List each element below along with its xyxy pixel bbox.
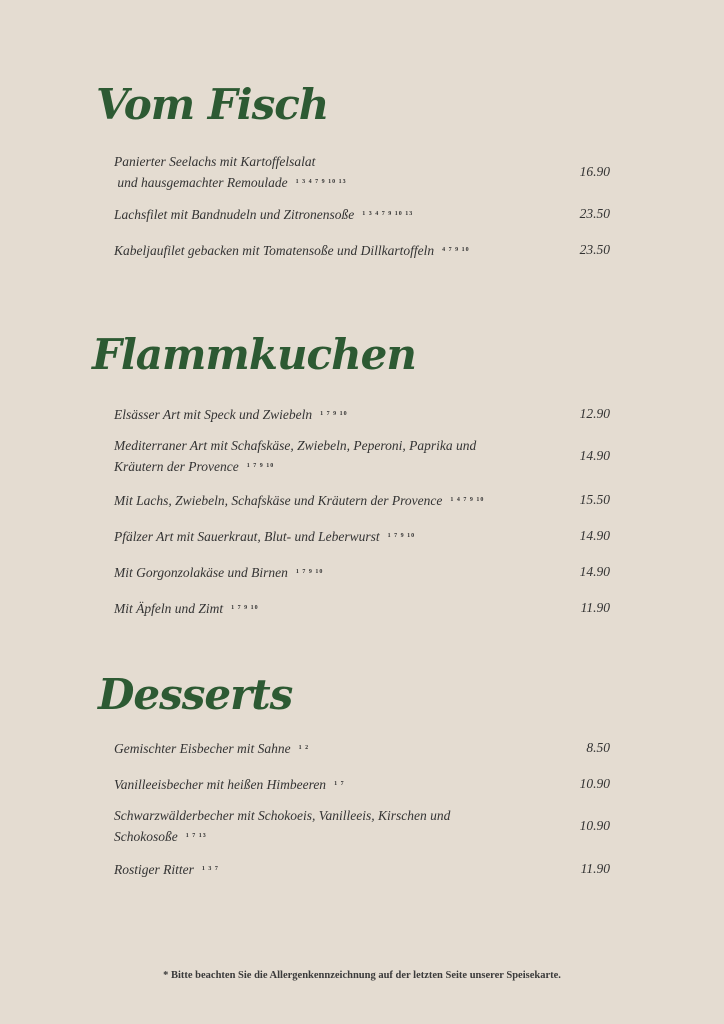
allergen-codes: 1 7 9 10 [387,533,416,539]
section-title-desserts: Desserts [98,670,293,719]
allergen-codes: 1 7 9 10 [295,569,324,575]
menu-item [114,490,610,510]
menu-item [114,562,610,582]
allergen-codes: 1 7 [334,781,345,787]
item-name: Panierter Seelachs mit Kartoffelsalat [114,154,316,169]
item-price: 8.50 [586,740,610,755]
allergen-footnote: * Bitte beachten Sie die Allergenkennzeichnung auf der letzten Seite unserer Speisekarte. [163,970,561,981]
menu-item [114,806,610,846]
item-name: Vanilleeisbecher mit heißen Himbeeren [114,777,327,792]
item-name: Pfälzer Art mit Sauerkraut, Blut- und Leberwurst [114,529,380,544]
item-price: 23.50 [579,242,610,257]
item-price: 11.90 [580,600,610,615]
menu-item [114,436,610,476]
item-price: 23.50 [579,206,610,221]
item-price: 12.90 [579,406,610,421]
allergen-codes: 1 3 4 7 9 10 13 [362,211,414,217]
item-price: 15.50 [579,492,610,507]
allergen-codes: 1 3 4 7 9 10 13 [295,179,347,185]
item-price: 10.90 [579,818,610,833]
item-price: 16.90 [579,164,610,179]
menu-item [114,240,610,260]
allergen-codes: 1 7 13 [185,833,207,839]
section-title-flammkuchen: Flammkuchen [92,330,416,379]
menu-item [114,859,610,879]
item-price: 11.90 [580,861,610,876]
item-name: Mit Äpfeln und Zimt [114,601,224,616]
item-price: 14.90 [579,448,610,463]
item-name-line2: Kräutern der Provence [114,459,239,474]
menu-item [114,152,610,192]
allergen-codes: 4 7 9 10 [442,247,470,253]
section-title-fish: Vom Fisch [96,80,329,129]
menu-item [114,774,610,794]
item-name: Rostiger Ritter [114,862,194,877]
allergen-codes: 1 4 7 9 10 [450,497,485,503]
item-name: Lachsfilet mit Bandnudeln und Zitronensoße [114,207,355,222]
menu-item [114,204,610,224]
allergen-codes: 1 7 9 10 [231,605,259,611]
allergen-codes: 1 7 9 10 [246,463,275,469]
item-name: Mediterraner Art mit Schafskäse, Zwiebeln, Peperoni, Paprika und [114,438,477,453]
item-name: Mit Lachs, Zwiebeln, Schafskäse und Kräutern der Provence [114,493,443,508]
item-name: Mit Gorgonzolakäse und Birnen [114,565,288,580]
item-price: 10.90 [579,776,610,791]
menu-item [114,526,610,546]
menu-item [114,598,610,618]
item-price: 14.90 [579,564,610,579]
item-name-line2: und hausgemachter Remoulade [114,175,288,190]
allergen-codes: 1 2 [298,745,310,751]
item-name: Schwarzwälderbecher mit Schokoeis, Vanilleeis, Kirschen und [114,808,451,823]
menu-item [114,738,610,758]
item-name: Gemischter Eisbecher mit Sahne [114,741,291,756]
item-name-line2: Schokosoße [114,829,178,844]
item-name: Elsässer Art mit Speck und Zwiebeln [114,407,313,422]
item-price: 14.90 [579,528,610,543]
menu-item [114,404,610,424]
allergen-codes: 1 3 7 [201,866,219,872]
item-name: Kabeljaufilet gebacken mit Tomatensoße und Dillkartoffeln [114,243,435,258]
allergen-codes: 1 7 9 10 [320,411,348,417]
